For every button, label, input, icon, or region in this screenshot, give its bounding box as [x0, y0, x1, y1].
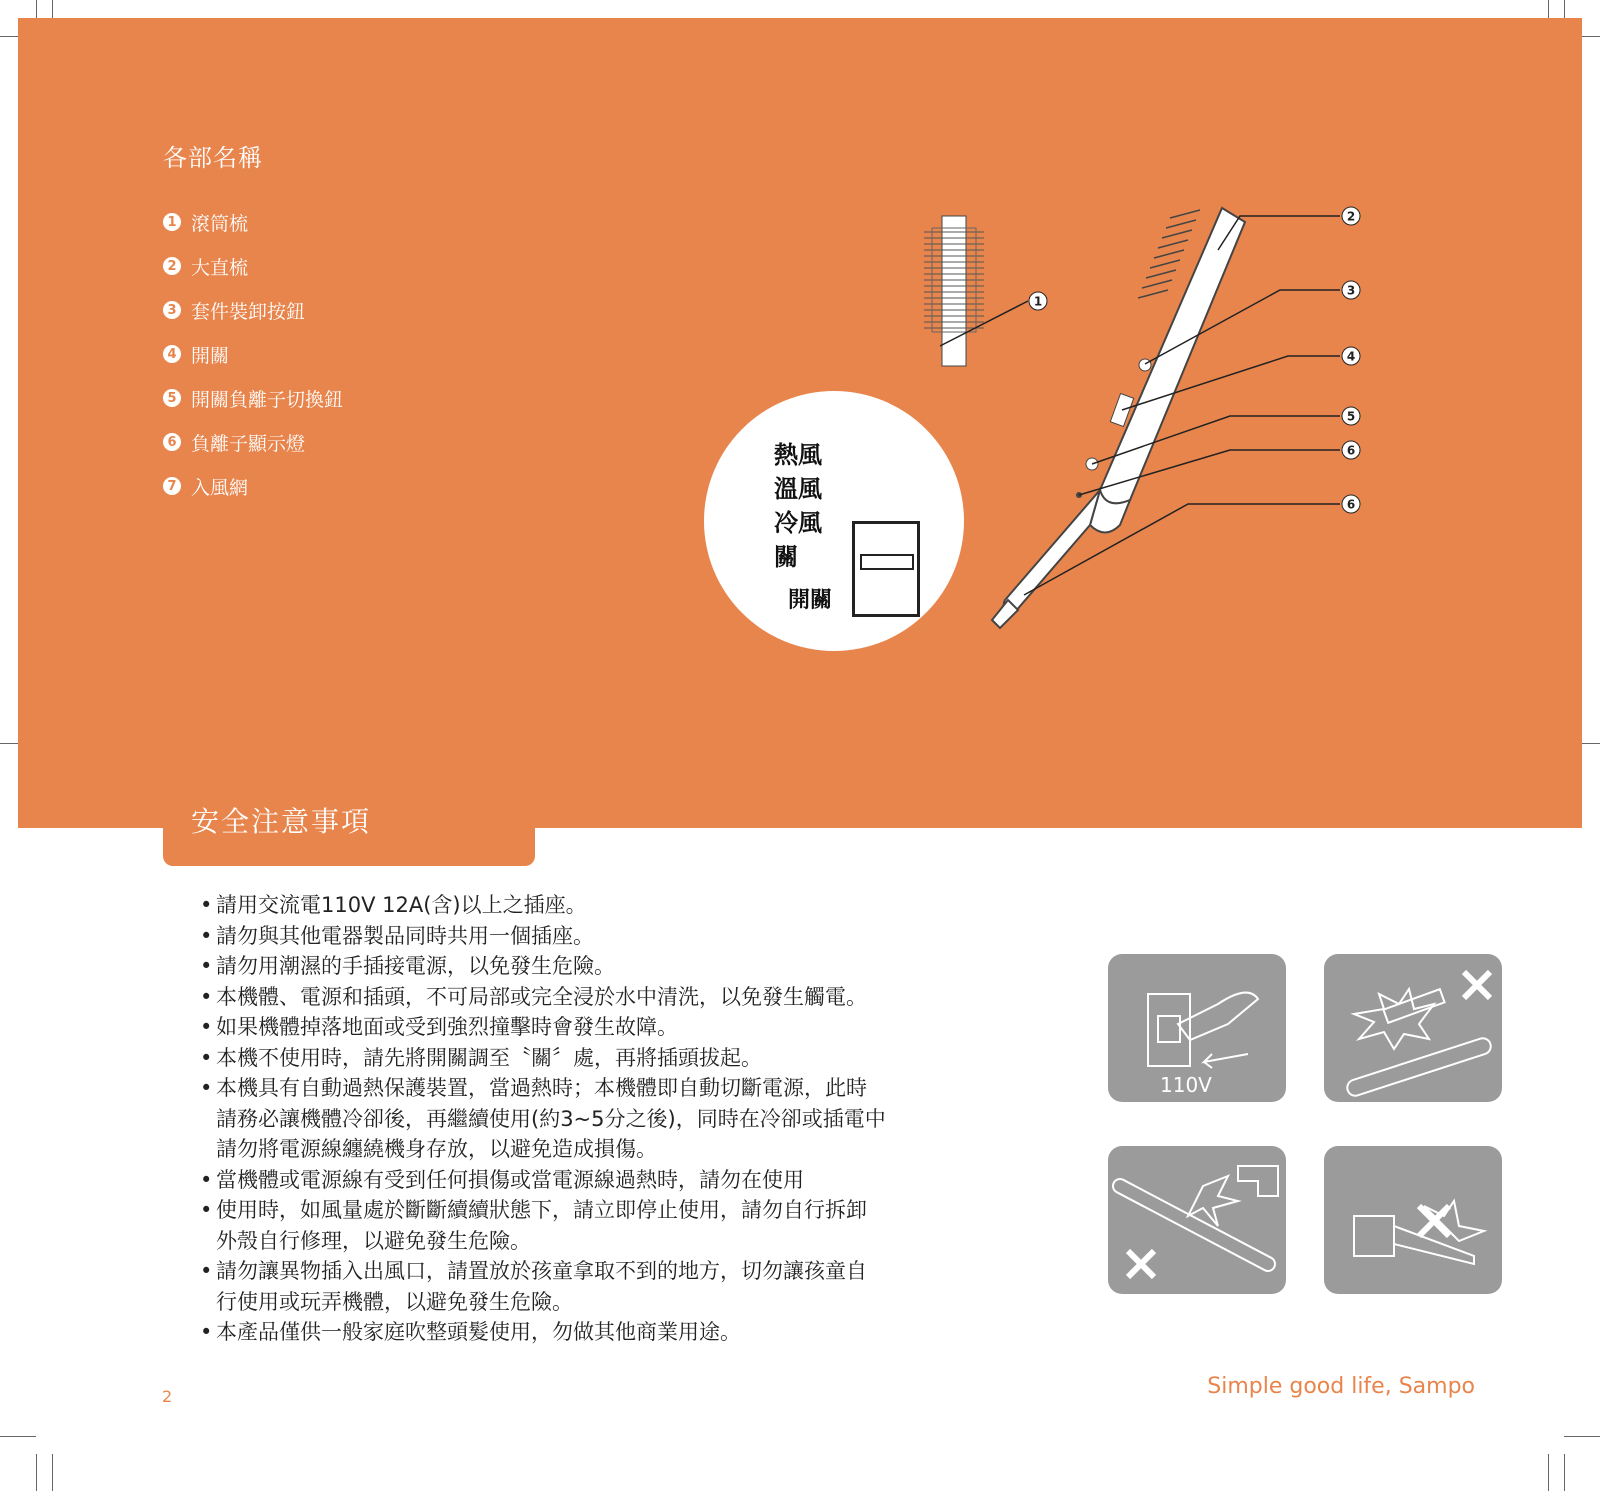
- callout-number: 2: [1346, 209, 1356, 224]
- callout-number: 5: [1346, 409, 1356, 424]
- hair-styler-diagram: [900, 180, 1400, 660]
- list-item: • 本機具有自動過熱保護裝置，當過熱時；本機體即自動切斷電源，此時 請務必讓機體冷卻後，再繼續使用(約3~5分之後)，同時在冷卻或插電中 請勿將電源線纏繞機身存放，以避免造成損傷。: [200, 1073, 950, 1165]
- crop-mark: [1548, 1454, 1549, 1491]
- callout-5: [1342, 407, 1360, 425]
- cross-icon: [1128, 1251, 1154, 1277]
- safety-list: [200, 890, 950, 1348]
- number-badge: 6: [163, 433, 181, 451]
- callout-2: [1342, 207, 1360, 225]
- mode-cool-label: 冷風: [774, 509, 822, 537]
- crop-mark: [0, 743, 18, 744]
- styler-body-illustration: [992, 208, 1245, 628]
- hammer-impact-icon: [1324, 954, 1502, 1102]
- crop-mark: [1582, 743, 1600, 744]
- list-item: [163, 200, 343, 244]
- callout-number: 1: [1033, 294, 1043, 309]
- number-badge: 5: [163, 389, 181, 407]
- list-item: • 使用時，如風量處於斷斷續續狀態下，請立即停止使用，請勿自行拆卸 外殼自行修理，以避免發生危險。: [200, 1195, 950, 1256]
- part-label: 負離子顯示燈: [191, 432, 306, 455]
- number-badge: 2: [163, 257, 181, 275]
- foreign-object-warning-tile: [1324, 1146, 1502, 1294]
- parts-title: 各部名稱: [163, 144, 263, 172]
- list-item: • 請勿與其他電器製品同時共用一個插座。: [200, 921, 950, 952]
- safety-title: 安全注意事項: [191, 805, 372, 838]
- part-label: 開關: [191, 344, 230, 367]
- callout-6b: [1342, 495, 1360, 513]
- callout-6: [1342, 441, 1360, 459]
- list-item: [163, 420, 343, 464]
- list-item: • 如果機體掉落地面或受到強烈撞擊時會發生故障。: [200, 1012, 950, 1043]
- part-label: 套件裝卸按鈕: [191, 300, 306, 323]
- brand-tagline: Simple good life, Sampo: [1207, 1374, 1475, 1399]
- part-label: 大直梳: [191, 256, 249, 279]
- mode-off-label: 關: [774, 543, 798, 571]
- callout-number: 6: [1346, 497, 1356, 512]
- list-item: [163, 288, 343, 332]
- page-number: 2: [162, 1387, 173, 1406]
- part-label: 滾筒梳: [191, 212, 249, 235]
- list-item: [163, 376, 343, 420]
- callout-1: [1029, 292, 1047, 310]
- voltage-label: 110V: [1160, 1073, 1212, 1097]
- crop-mark: [1564, 1454, 1565, 1491]
- parts-list: [163, 200, 343, 508]
- list-item: [163, 332, 343, 376]
- roller-brush-illustration: [924, 216, 984, 366]
- list-item: • 請用交流電110V 12A(含)以上之插座。: [200, 890, 950, 921]
- number-badge: 1: [163, 213, 181, 231]
- crop-mark: [52, 1454, 53, 1491]
- list-item: • 請勿用潮濕的手插接電源，以免發生危險。: [200, 951, 950, 982]
- water-warning-tile: [1108, 1146, 1286, 1294]
- callout-number: 3: [1346, 283, 1356, 298]
- list-item: • 請勿讓異物插入出風口，請置放於孩童拿取不到的地方，切勿讓孩童自 行使用或玩弄機體，以避免發生危險。: [200, 1256, 950, 1317]
- foreign-object-icon: [1324, 1146, 1502, 1294]
- cross-icon: [1464, 972, 1490, 998]
- mode-hot-label: 熱風: [774, 441, 822, 469]
- list-item: • 本產品僅供一般家庭吹整頭髮使用，勿做其他商業用途。: [200, 1317, 950, 1348]
- callout-number: 4: [1346, 349, 1356, 364]
- water-splash-icon: [1108, 1146, 1286, 1294]
- list-item: [163, 244, 343, 288]
- list-item: • 本機體、電源和插頭，不可局部或完全浸於水中清洗，以免發生觸電。: [200, 982, 950, 1013]
- impact-warning-tile: [1324, 954, 1502, 1102]
- part-label: 入風網: [191, 476, 249, 499]
- callout-number: 6: [1346, 443, 1356, 458]
- part-label: 開關負離子切換鈕: [191, 388, 344, 411]
- safety-section-tab: [163, 794, 535, 866]
- list-item: • 當機體或電源線有受到任何損傷或當電源線過熱時，請勿在使用: [200, 1165, 950, 1196]
- crop-mark: [36, 1454, 37, 1491]
- list-item: [163, 464, 343, 508]
- outlet-plug-icon: [1108, 954, 1286, 1102]
- crop-mark: [0, 1436, 36, 1437]
- callout-3: [1342, 281, 1360, 299]
- mode-warm-label: 溫風: [774, 475, 822, 503]
- crop-mark: [1564, 1436, 1600, 1437]
- number-badge: 4: [163, 345, 181, 363]
- list-item: • 本機不使用時，請先將開關調至〝關〞處，再將插頭拔起。: [200, 1043, 950, 1074]
- number-badge: 7: [163, 477, 181, 495]
- outlet-warning-tile: [1108, 954, 1286, 1102]
- callout-4: [1342, 347, 1360, 365]
- number-badge: 3: [163, 301, 181, 319]
- switch-caption: 開關: [788, 588, 833, 613]
